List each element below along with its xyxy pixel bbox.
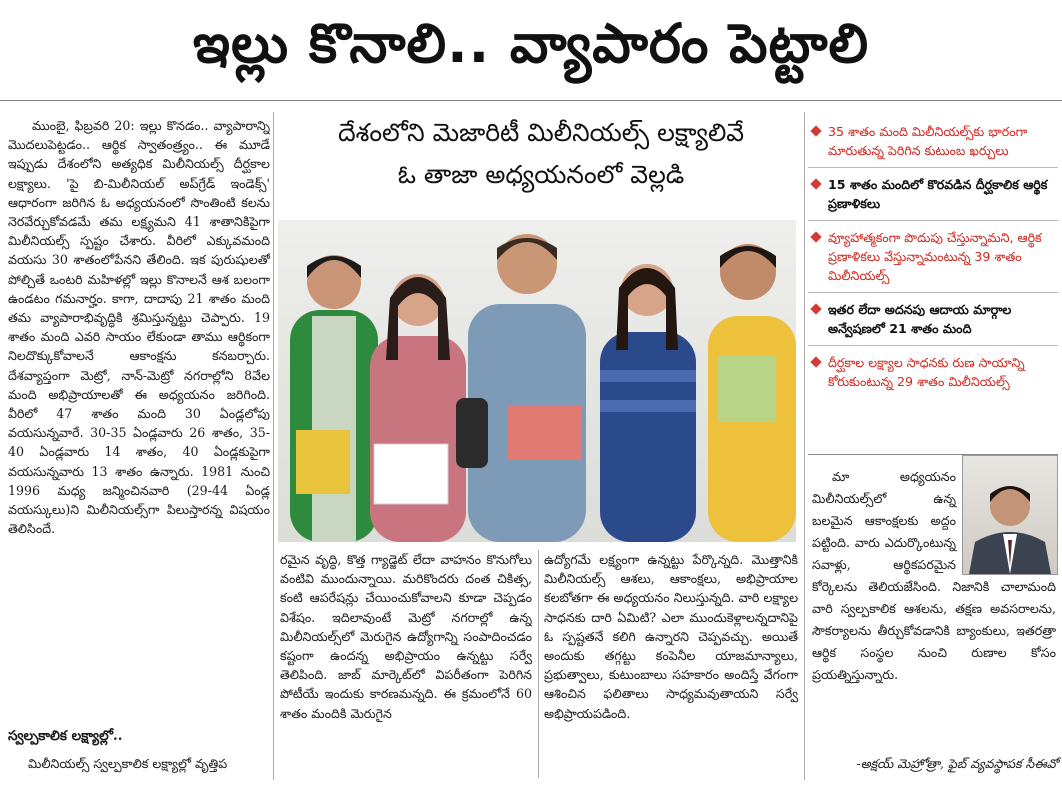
group-photo bbox=[278, 220, 796, 542]
highlight-item bbox=[808, 353, 1058, 398]
student-3 bbox=[456, 234, 586, 542]
article-paragraph: ముంబై, ఫిబ్రవరి 20: ఇల్లు కొనడం.. వ్యాపారాన్ని మొదలుపెట్టడం.. ఆర్థిక స్వాతంత్ర్యం.. ఈ మూడే ఇప్పుడు దేశంలోని అత్యధిక మిలీనియల్స్ దీర్ఘకాల లక్ష్యాలు. 'పై బి-మిలీనియల్ అప్‌గ్రేడ్ ఇండెక్స్' ఆధారంగా జరిగిన ఓ అధ్యయనంలో సొంతింటి కలను నెరవేర్చుకోవడమే తమ లక్ష్యమని 41 శాతానికిపైగా మిలీనియల్స్ స్పష్టం చేశారు. వీరిలో ఎక్కువమంది వయసు 30 శాతంలోపేనని తేలింది. ఇక పురుషులతో పోల్చితే ఒంటరి మహిళల్లో ఇల్లు కొనాలనే ఆశ బలంగా ఉండటం గమనార్హం. కాగా, దాదాపు 21 శాతం మంది తమ వ్యాపారాభివృద్ధికి శ్రమిస్తున్నట్టు చెప్పారు. 19 శాతం మంది ఎవరి సాయం లేకుండా తాము ఆర్థికంగా నిలదొక్కుకోవాలనే ఆకాంక్షను కనబర్చారు. దేశవ్యాప్తంగా మెట్రో, నాన్-మెట్రో నగరాల్లోని 8వేల మంది అభిప్రాయాలతో ఈ అధ్యయనం జరిగింది. వీరిలో 47 శాతం మంది 30 ఏండ్లలోపు వయసున్నవారే. 30-35 ఏండ్లవారు 26 శాతం, 35-40 ఏండ్లవారు 14 శాతం, 40 ఏండ్లకుపైగా వయసున్నవారు 13 శాతం ఉన్నారు. 1981 నుంచి 1996 మధ్య జన్మించినవారి (29-44 ఏండ్ల వయస్కులు)ని మిలీనియల్స్‌గా పిలుస్తారన్న విషయం తెలిసిందే. bbox=[8, 118, 270, 537]
highlights-box bbox=[808, 122, 1058, 405]
red-diamond-icon bbox=[810, 303, 821, 314]
quote-body: మా అధ్యయనం మిలీనియల్స్‌లో ఉన్న బలమైన ఆకాంక్షలకు అద్దం పట్టింది. వారు ఎదుర్కొంటున్న సవాళ్లు, ఆర్థికపరమైన కోర్కెలను తెలియజేసింది. నిజానికి చాలామంది వారి స్వల్పకాలిక ఆశలను, తక్షణ అవసరాలను, సౌకర్యాలను తీర్చుకోవడానికి బ్యాంకులు, ఇతరత్రా ఆర్థిక సంస్థల నుంచి రుణాల కోసం ప్రయత్నిస్తున్నారు. bbox=[812, 469, 1056, 682]
highlight-item bbox=[808, 122, 1058, 168]
quote-credit: -అక్షయ్ మెహ్రోత్రా, ఫైబ్ వ్యవస్థాపక సీఈవో bbox=[856, 756, 1058, 771]
student-1 bbox=[290, 255, 378, 542]
highlight-text: వ్యూహాత్మకంగా పొదుపు చేస్తున్నామని, ఆర్థిక ప్రణాళికలు వేస్తున్నామంటున్న 39 శాతం మిలీనియల్స్ bbox=[828, 230, 1042, 283]
column-divider bbox=[273, 112, 274, 780]
column-divider bbox=[538, 550, 539, 778]
highlight-item bbox=[808, 228, 1058, 293]
red-diamond-icon bbox=[810, 125, 821, 136]
highlight-text: ఇతర లేదా అదనపు ఆదాయ మార్గాల అన్వేషణలో 21 శాతం మంది bbox=[828, 302, 1012, 336]
student-2 bbox=[370, 274, 466, 542]
students-illustration bbox=[278, 220, 796, 542]
highlight-item bbox=[808, 300, 1058, 346]
column-divider bbox=[804, 112, 805, 780]
article-column-1-tail: మిలీనియల్స్ స్వల్పకాలిక లక్ష్యాల్లో వృత్తిప bbox=[28, 756, 228, 771]
red-diamond-icon bbox=[810, 356, 821, 367]
highlight-text: 15 శాతం మందిలో కొరవడిన దీర్ఘకాలిక ఆర్థిక ప్రణాళికలు bbox=[828, 177, 1048, 211]
red-diamond-icon bbox=[810, 231, 821, 242]
deck-line-1: దేశంలోని మెజారిటీ మిలీనియల్స్ లక్ష్యాలివే bbox=[337, 118, 745, 147]
student-5 bbox=[708, 244, 796, 542]
portrait-spacer bbox=[956, 466, 1056, 576]
highlight-text: దీర్ఘకాల లక్ష్యాల సాధనకు రుణ సాయాన్ని కోరుకుంటున్న 29 శాతం మిలీనియల్స్ bbox=[828, 355, 1025, 389]
highlight-item bbox=[808, 175, 1058, 221]
article-column-2: రమైన వృద్ధి, కొత్త గ్యాడ్జెట్ లేదా వాహనం కొనుగోలు వంటివి ముందున్నాయి. మరికొందరు దంత చికిత్స, కంటి ఆపరేషన్లు చేయించుకోవాలని కూడా చెప్పడం విశేషం. ఇదిలావుంటే మెట్రో నగరాల్లో ఉన్న మిలీనియల్స్‌లో మెరుగైన ఉద్యోగాన్ని సంపాదించడం కష్టంగా ఉందన్న అభిప్రాయం ఉన్నట్టు సర్వే తెలిపింది. జాబ్ మార్కెట్‌లో విపరీతంగా పెరిగిన పోటీయే ఇందుకు కారణమన్నది. ఈ క్రమంలోనే 60 శాతం మందికి మెరుగైన bbox=[280, 552, 532, 721]
deck-line-2: ఓ తాజా అధ్యయనంలో వెల్లడి bbox=[397, 160, 685, 189]
article-column-3: ఉద్యోగమే లక్ష్యంగా ఉన్నట్టు పేర్కొన్నది. మొత్తానికి మిలీనియల్స్ ఆశలు, ఆకాంక్షలు, అభిప్రాయాల కలబోతగా ఈ అధ్యయనం నిలుస్తున్నది. వారి లక్ష్యాల సాధనకు దారి ఏమిటి? ఎలా ముందుకెళ్లాలన్నదానిపై ఓ స్పష్టతనే కలిగి ఉన్నారని చెప్పవచ్చు. అయితే అందుకు తగ్గట్టు కంపెనీల యాజమాన్యాలు, ప్రభుత్వాలు, కుటుంబాలు సహకారం అందిస్తే వేగంగా ఆశించిన ఫలితాలు సాధ్యమవుతాయని సర్వే అభిప్రాయపడింది. bbox=[544, 552, 798, 721]
section-subhead: స్వల్పకాలిక లక్ష్యాల్లో.. bbox=[8, 728, 123, 744]
highlight-text: 35 శాతం మంది మిలీనియల్స్‌కు భారంగా మారుతున్న పెరిగిన కుటుంబ ఖర్చులు bbox=[828, 124, 1028, 158]
headline-rule bbox=[0, 100, 1062, 101]
article-column-1 bbox=[8, 116, 270, 716]
headline: ఇల్లు కొనాలి.. వ్యాపారం పెట్టాలి bbox=[192, 11, 870, 75]
student-4 bbox=[600, 264, 696, 542]
red-diamond-icon bbox=[810, 178, 821, 189]
quote-text bbox=[812, 466, 1056, 686]
deck bbox=[280, 112, 802, 196]
